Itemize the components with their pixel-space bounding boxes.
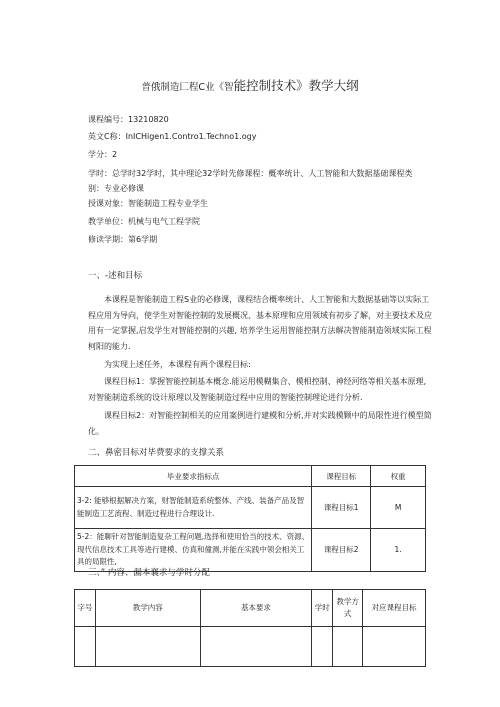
row-goal: 课程目标1 [312, 487, 371, 529]
english-name: 英文C称：InICHigen1.Contro1.Techno1.ogy [88, 132, 257, 141]
header-content: 教学内容 [95, 590, 200, 627]
row-req: 5-2：能聊针对智能制造复杂工程问题,选择和使用恰当的技术、资源、现代信息技术工具等进行建模、仿真和僮测,并能在实践中领会相关工具的局限性, [75, 529, 312, 572]
table-header-row [75, 466, 426, 487]
header-hours: 学时 [312, 590, 333, 627]
header-seq: 字号 [75, 590, 96, 627]
header-requirement: 基本要求 [200, 590, 312, 627]
table-row [75, 627, 426, 667]
credits: 学分：2 [88, 150, 118, 159]
section3-heading: 三、” 内容、漏本襄求与学时分配 [88, 568, 210, 578]
header-req: 毕业要求指标点 [75, 466, 312, 487]
document-title [0, 76, 500, 97]
goal2: 课程目标2：对智能控制相关的应用案例进行建模和分析,并对实践模颗中的局限性进行模型简化。 [88, 411, 432, 436]
title-part2: 能控制技术》教学大纲 [233, 78, 359, 93]
header-weight: 权重 [371, 466, 426, 487]
hours-and-prereqs: 学时：总学时32学时，其中理论32学时先修课程：概率统计、人工智能和大数据基础课程类别：专业必修课 [88, 169, 413, 193]
goals-intro: 为实现上述任务，本课程有两个课程目标: [104, 360, 251, 369]
row-req: 3-2: 能够根据解决方案，财智能制造系统整体、产线、装备产品及智能制造工艺流程、制造过程进行合理设计. [75, 487, 312, 529]
goal1: 课程目标1：掌握智能控制基本概念.能运用模糊集合、模相控制、神经河络等相关基本原理,对智能制造系统的设计原理以及智能制造过程中应用的智能控制理论进行分析. [88, 377, 427, 402]
section1-intro: 本课程是智能制造工程S业的必修课，课程结合概率统计、人工智能和大数据基础等以实际工程应用为导向，使学生对智能控制的发展概况、基本原理和应用领域有初步了解，对主要技术及应用有一定掌握,启发学生对智能控制的兴趣, 培养学生运用智能控制方法解决智能制造领域实际工程柯阳的能力. [88, 295, 432, 351]
course-code: 课程编号：13210820 [88, 115, 169, 124]
title-part1: 普俄制造匚程C业《智 [141, 82, 234, 93]
row-weight: 1. [371, 529, 426, 572]
semester: 修读学期：第6学期 [88, 235, 158, 244]
table-row [75, 529, 426, 572]
header-target: 对应课程目标 [363, 590, 426, 627]
header-method: 教学方式 [333, 590, 363, 627]
table-row [75, 487, 426, 529]
audience: 授课对象：智能制造工程专业学生 [88, 199, 208, 208]
row-goal: 课程目标2 [312, 529, 371, 572]
section1-heading: 一、-述和目标 [88, 271, 143, 281]
support-table [74, 465, 426, 572]
header-goal: 课程目标 [312, 466, 371, 487]
row-weight: M [371, 487, 426, 529]
table-header-row [75, 590, 426, 627]
department: 教学单位：机械与电气工程学院 [88, 217, 200, 226]
section2-heading: 二、鼻密目标对毕费要求的支撑关系 [88, 448, 225, 458]
content-table [74, 589, 426, 667]
